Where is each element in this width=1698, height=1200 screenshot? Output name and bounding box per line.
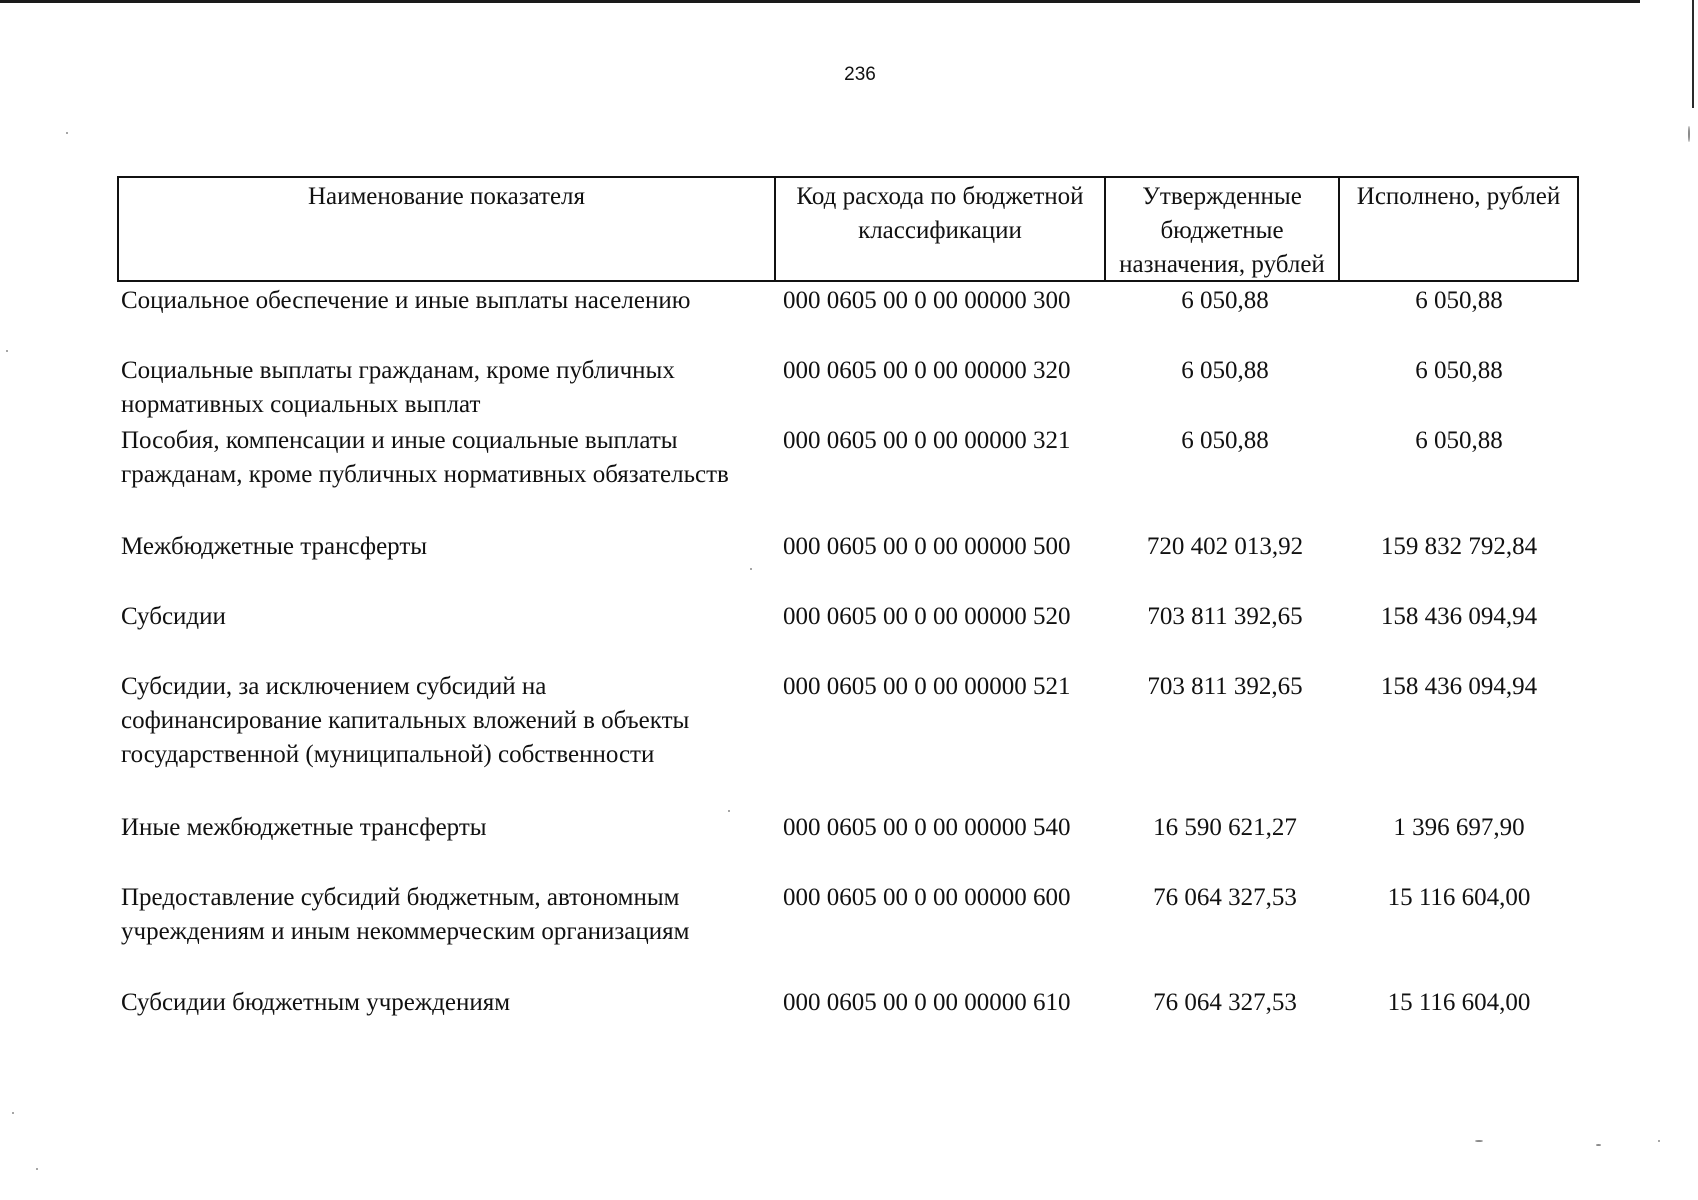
- row-code: 000 0605 00 0 00 00000 610: [783, 989, 1071, 1016]
- row-name: Межбюджетные трансферты: [121, 533, 428, 560]
- row-executed: 6 050,88: [1415, 357, 1503, 384]
- scan-speck: [1596, 1144, 1601, 1146]
- table-header: [117, 176, 1579, 282]
- row-name: Предоставление субсидий бюджетным, автономным учреждениям и иным некоммерческим организациям: [121, 884, 690, 945]
- row-name: Субсидии бюджетным учреждениям: [121, 989, 511, 1016]
- row-executed: 15 116 604,00: [1387, 989, 1531, 1016]
- header-executed: Исполнено, рублей: [1356, 183, 1561, 210]
- row-approved: 703 811 392,65: [1147, 603, 1303, 630]
- scan-speck: [6, 350, 8, 352]
- row-name: Субсидии: [121, 603, 226, 630]
- header-approved: Утвержденные бюджетные назначения, рублей: [1106, 178, 1340, 280]
- row-approved: 6 050,88: [1181, 427, 1269, 454]
- scan-speck: [728, 810, 730, 812]
- scan-speck: [1475, 1140, 1483, 1142]
- row-code: 000 0605 00 0 00 00000 540: [783, 814, 1071, 841]
- right-edge-line: [1692, 0, 1694, 108]
- scan-speck: [36, 1168, 38, 1170]
- row-name: Пособия, компенсации и иные социальные выплаты гражданам, кроме публичных нормативных обязательств: [121, 427, 729, 488]
- header-name: Наименование показателя: [119, 178, 776, 280]
- row-executed: 15 116 604,00: [1387, 884, 1531, 911]
- row-name: Субсидии, за исключением субсидий на софинансирование капитальных вложений в объекты государственной (муниципальной) собственности: [121, 673, 690, 768]
- row-executed: 1 396 697,90: [1393, 814, 1525, 841]
- row-name: Социальные выплаты гражданам, кроме публичных нормативных социальных выплат: [121, 357, 675, 418]
- row-code: 000 0605 00 0 00 00000 500: [783, 533, 1071, 560]
- row-code: 000 0605 00 0 00 00000 600: [783, 884, 1071, 911]
- row-executed: 6 050,88: [1415, 287, 1503, 314]
- row-code: 000 0605 00 0 00 00000 520: [783, 603, 1071, 630]
- row-approved: 703 811 392,65: [1147, 673, 1303, 700]
- row-executed: 159 832 792,84: [1380, 533, 1538, 560]
- page-number: 236: [844, 64, 876, 85]
- row-name: Социальное обеспечение и иные выплаты населению: [121, 287, 691, 314]
- scan-speck: [1688, 126, 1690, 142]
- row-executed: 158 436 094,94: [1380, 673, 1538, 700]
- scan-speck: [66, 132, 68, 134]
- scan-speck: [1658, 1140, 1660, 1142]
- scan-speck: [750, 568, 752, 570]
- top-border-line: [0, 0, 1640, 3]
- row-executed: 158 436 094,94: [1380, 603, 1538, 630]
- row-code: 000 0605 00 0 00 00000 300: [783, 287, 1071, 314]
- row-code: 000 0605 00 0 00 00000 320: [783, 357, 1071, 384]
- row-approved: 76 064 327,53: [1153, 989, 1297, 1016]
- row-code: 000 0605 00 0 00 00000 321: [783, 427, 1071, 454]
- row-approved: 6 050,88: [1181, 357, 1269, 384]
- row-name: Иные межбюджетные трансферты: [121, 814, 487, 841]
- row-executed: 6 050,88: [1415, 427, 1503, 454]
- row-approved: 720 402 013,92: [1146, 533, 1304, 560]
- row-approved: 76 064 327,53: [1153, 884, 1297, 911]
- row-code: 000 0605 00 0 00 00000 521: [783, 673, 1071, 700]
- row-approved: 16 590 621,27: [1153, 814, 1297, 841]
- row-approved: 6 050,88: [1181, 287, 1269, 314]
- scan-speck: [12, 1112, 14, 1114]
- header-code: Код расхода по бюджетной классификации: [776, 178, 1106, 280]
